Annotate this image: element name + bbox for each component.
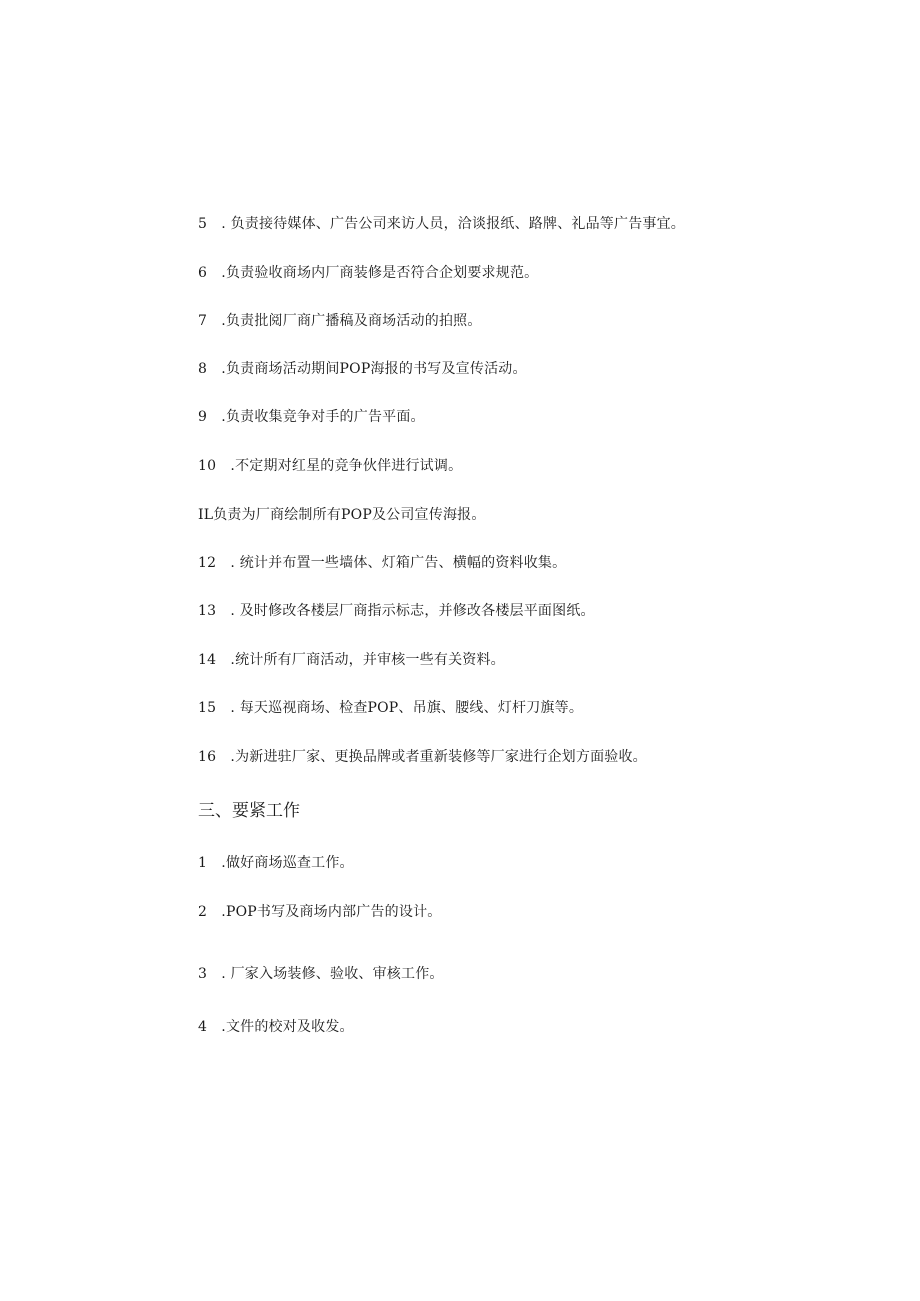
duty-item-14: 14 .统计所有厂商活动，并审核一些有关资料。 xyxy=(198,652,505,668)
main-work-item-3: 3 . 厂家入场装修、验收、审核工作。 xyxy=(198,966,444,982)
duty-item-5: 5 . 负责接待媒体、广告公司来访人员，洽谈报纸、路牌、礼品等广告事宜。 xyxy=(198,216,686,232)
duty-item-13: 13 . 及时修改各楼层厂商指示标志，并修改各楼层平面图纸。 xyxy=(198,603,595,619)
duty-item-8: 8 .负责商场活动期间POP海报的书写及宣传活动。 xyxy=(198,361,527,377)
duty-item-10: 10 .不定期对红星的竞争伙伴进行试调。 xyxy=(198,458,463,474)
duty-item-16: 16 .为新进驻厂家、更换品牌或者重新装修等厂家进行企划方面验收。 xyxy=(198,749,647,765)
duty-item-6: 6 .负责验收商场内厂商装修是否符合企划要求规范。 xyxy=(198,265,539,281)
duty-item-7: 7 .负责批阅厂商广播稿及商场活动的拍照。 xyxy=(198,313,482,329)
duty-item-11: IL负责为厂商绘制所有POP及公司宣传海报。 xyxy=(198,507,486,523)
duty-item-15: 15 . 每天巡视商场、检查POP、吊旗、腰线、灯杆刀旗等。 xyxy=(198,700,584,716)
main-work-item-4: 4 .文件的校对及收发。 xyxy=(198,1019,354,1035)
main-work-item-1: 1 .做好商场巡查工作。 xyxy=(198,855,354,871)
main-work-item-2: 2 .POP书写及商场内部广告的设计。 xyxy=(198,904,442,920)
section-heading: 三、要紧工作 xyxy=(198,801,300,821)
duty-item-12: 12 . 统计并布置一些墙体、灯箱广告、横幅的资料收集。 xyxy=(198,555,567,571)
duty-item-9: 9 .负责收集竞争对手的广告平面。 xyxy=(198,409,425,425)
